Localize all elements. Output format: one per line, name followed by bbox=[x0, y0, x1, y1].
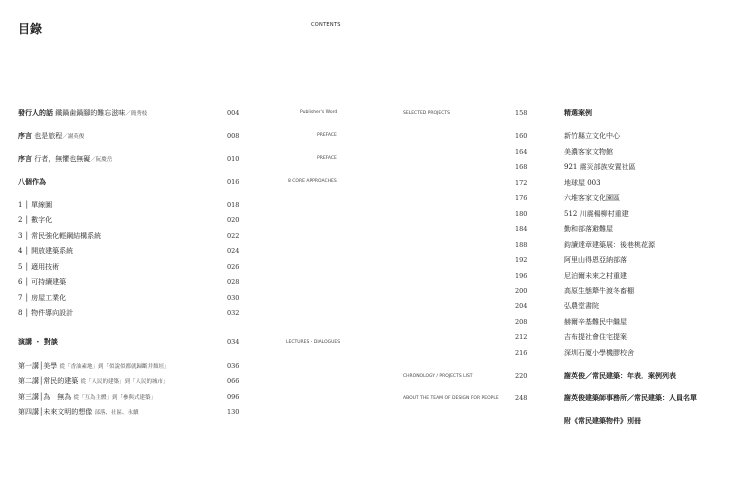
core-item[interactable]: 8 │ 物件導向設計 bbox=[18, 309, 74, 317]
core-item[interactable]: 3 │ 常民強化輕鋼結構系統 bbox=[18, 232, 102, 240]
project-item[interactable]: 鈞讀達章建築展：後巷桃花源 bbox=[564, 241, 655, 249]
core-item[interactable]: 6 │ 可持續建築 bbox=[18, 278, 67, 286]
lecture-subtitle: 從「人民的建築」到「人民的城市」 bbox=[80, 379, 169, 385]
page-number: 172 bbox=[515, 179, 528, 187]
toc-entry-appendix[interactable] bbox=[564, 416, 641, 426]
entry-label: 精選案例 bbox=[564, 108, 592, 117]
toc-entry-core[interactable] bbox=[18, 177, 46, 187]
page-number: 176 bbox=[515, 194, 528, 202]
toc-entry-chronology[interactable] bbox=[564, 371, 676, 381]
page-number: 216 bbox=[515, 349, 528, 357]
english-label: Publisher's Word bbox=[300, 110, 338, 115]
page-number: 022 bbox=[227, 232, 240, 240]
toc-entry-preface-2[interactable] bbox=[18, 154, 112, 164]
page-number: 164 bbox=[515, 148, 528, 156]
entry-text: 行者，無懼也無礙 bbox=[34, 155, 91, 163]
page-number: 200 bbox=[515, 287, 528, 295]
project-item[interactable]: 弘農堂書院 bbox=[564, 302, 599, 310]
lecture-title: 第四講│未來文明的想像 bbox=[18, 408, 93, 416]
project-item[interactable]: 美濃客家文物館 bbox=[564, 148, 613, 156]
english-label: CHRONOLOGY / PROJECTS LIST bbox=[403, 374, 473, 379]
page-number: 130 bbox=[227, 408, 240, 416]
entry-label: 演講 ・ 對談 bbox=[18, 337, 58, 346]
english-label: LECTURES・DIALOGUES bbox=[286, 340, 341, 345]
english-label: PREFACE bbox=[317, 156, 337, 161]
page-number: 036 bbox=[227, 362, 240, 370]
core-item[interactable]: 7 │ 房屋工業化 bbox=[18, 294, 67, 302]
core-item[interactable]: 2 │ 數字化 bbox=[18, 216, 53, 224]
project-item[interactable]: 深圳石厦小學機膠校舍 bbox=[564, 349, 634, 357]
entry-author: ／阮慶岳 bbox=[90, 157, 113, 163]
lecture-subtitle: 從「香油素地」到「似說似都就歸斷井頹垣」 bbox=[59, 364, 170, 370]
page-number: 024 bbox=[227, 247, 240, 255]
lecture-subtitle: 部落、社區、永續 bbox=[94, 410, 139, 416]
entry-label: 附《常民建築物件》別冊 bbox=[564, 416, 641, 425]
project-item[interactable]: 新竹縣立文化中心 bbox=[564, 132, 620, 140]
project-item[interactable]: 阿里山得恩亞納部落 bbox=[564, 256, 627, 264]
entry-label: 序言 bbox=[18, 131, 32, 140]
page-number: 066 bbox=[227, 377, 240, 385]
entry-text: 也是旅程 bbox=[34, 132, 63, 140]
page-number: 026 bbox=[227, 263, 240, 271]
page-number: 158 bbox=[515, 109, 528, 117]
project-item[interactable]: 921 震災部族安置社區 bbox=[564, 163, 636, 171]
lecture-item[interactable] bbox=[18, 392, 156, 402]
page-number: 196 bbox=[515, 272, 528, 280]
core-item[interactable]: 5 │ 適用技術 bbox=[18, 263, 60, 271]
project-item[interactable]: 勤和部落避難屋 bbox=[564, 225, 613, 233]
project-item[interactable]: 尼泊爾未來之村重建 bbox=[564, 272, 627, 280]
entry-label: 發行人的話 bbox=[18, 108, 53, 117]
page-number: 248 bbox=[515, 394, 528, 402]
entry-label: 八個作為 bbox=[18, 177, 46, 186]
page-number: 188 bbox=[515, 241, 528, 249]
page-number: 018 bbox=[227, 201, 240, 209]
english-label: SELECTED PROJECTS bbox=[403, 111, 450, 116]
core-item[interactable]: 4 │ 開放建築系統 bbox=[18, 247, 74, 255]
page-number: 020 bbox=[227, 216, 240, 224]
english-label: PREFACE bbox=[317, 133, 337, 138]
page-number: 004 bbox=[227, 109, 240, 117]
english-label: 8 CORE APPROACHES bbox=[288, 179, 337, 184]
page-number: 034 bbox=[227, 338, 240, 346]
page-number: 204 bbox=[515, 302, 528, 310]
page-number: 096 bbox=[227, 393, 240, 401]
lecture-title: 第三講│為 無為 bbox=[18, 393, 72, 401]
page-number: 032 bbox=[227, 309, 240, 317]
page-number: 030 bbox=[227, 294, 240, 302]
lecture-item[interactable] bbox=[18, 407, 138, 417]
toc-entry-preface-1[interactable] bbox=[18, 131, 84, 141]
page-title: 目錄 bbox=[18, 22, 43, 36]
project-item[interactable]: 512 川震楊柳村重建 bbox=[564, 210, 629, 218]
page-number: 184 bbox=[515, 225, 528, 233]
page-number: 008 bbox=[227, 132, 240, 140]
page-number: 160 bbox=[515, 132, 528, 140]
lecture-item[interactable] bbox=[18, 376, 168, 386]
toc-entry-lectures[interactable] bbox=[18, 337, 58, 347]
project-item[interactable]: 吉布提社會住宅提案 bbox=[564, 333, 627, 341]
entry-author: ／簡秀枝 bbox=[125, 111, 148, 117]
lecture-title: 第二講│常民的建築 bbox=[18, 377, 79, 385]
toc-entry-publisher[interactable] bbox=[18, 108, 147, 118]
page-number: 010 bbox=[227, 155, 240, 163]
lecture-item[interactable] bbox=[18, 361, 169, 371]
page-number: 016 bbox=[227, 178, 240, 186]
page-number: 168 bbox=[515, 163, 528, 171]
entry-author: ／謝英俊 bbox=[62, 134, 85, 140]
project-item[interactable]: 高原生態犛牛渡冬畜棚 bbox=[564, 287, 634, 295]
entry-label: 謝英俊建築師事務所／常民建築：人員名單 bbox=[564, 393, 697, 402]
page-number: 212 bbox=[515, 333, 528, 341]
english-label: ABOUT THE TEAM OF DESIGN FOR PEOPLE bbox=[403, 396, 499, 401]
page-number: 028 bbox=[227, 278, 240, 286]
project-item[interactable]: 六堆客家文化園區 bbox=[564, 194, 620, 202]
entry-text: 鐵鍋歯鍋腳的難忘滋味 bbox=[55, 109, 126, 117]
toc-entry-team[interactable] bbox=[564, 393, 697, 403]
page-number: 180 bbox=[515, 210, 528, 218]
project-item[interactable]: 赫爾辛基難民中繼屋 bbox=[564, 318, 627, 326]
entry-label: 序言 bbox=[18, 154, 32, 163]
page-number: 208 bbox=[515, 318, 528, 326]
project-item[interactable]: 地球屋 003 bbox=[564, 179, 601, 187]
toc-entry-selected[interactable] bbox=[564, 108, 592, 118]
page-number: 220 bbox=[515, 372, 528, 380]
core-item[interactable]: 1 │ 單線圖 bbox=[18, 201, 53, 209]
lecture-subtitle: 從「互為主體」到「參與式建築」 bbox=[73, 395, 156, 401]
contents-label: CONTENTS bbox=[311, 22, 341, 28]
entry-label: 謝英俊／常民建築：年表．案例列表 bbox=[564, 371, 676, 380]
lecture-title: 第一講│美學 bbox=[18, 362, 58, 370]
page-number: 192 bbox=[515, 256, 528, 264]
